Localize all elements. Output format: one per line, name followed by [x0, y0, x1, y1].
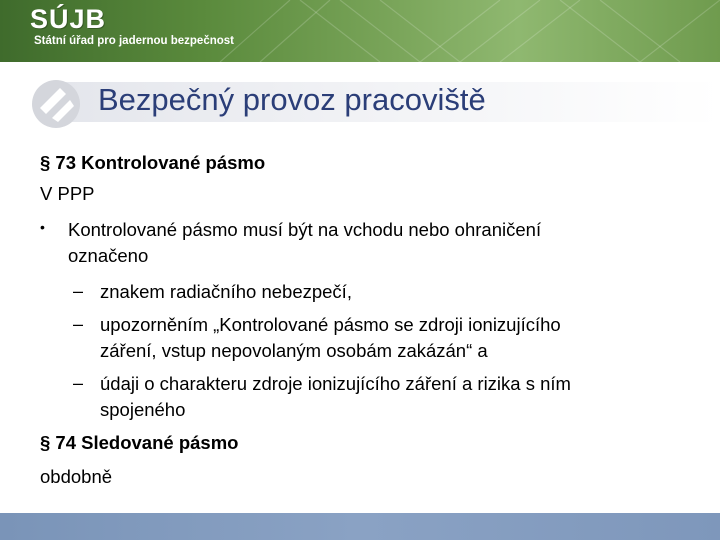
header-banner	[0, 0, 720, 62]
section-74-heading: § 74 Sledované pásmo	[40, 432, 239, 453]
dash-marker-1: –	[73, 281, 84, 301]
sub-item-2-line1: upozorněním „Kontrolované pásmo se zdroji ionizujícího	[100, 314, 561, 335]
footer-bar	[0, 513, 720, 540]
bullet-text-line2: označeno	[68, 245, 149, 266]
logo-text: SÚJB	[30, 4, 107, 34]
slide-title: Bezpečný provoz pracoviště	[98, 82, 486, 117]
sub-item-3-line2: spojeného	[100, 399, 186, 420]
dash-marker-2: –	[73, 314, 84, 334]
section-73-subheading: V PPP	[40, 183, 95, 204]
section-74-subheading: obdobně	[40, 466, 113, 487]
sub-item-1-line1: znakem radiačního nebezpečí,	[100, 281, 352, 302]
section-73-heading: § 73 Kontrolované pásmo	[40, 152, 266, 173]
header-pattern	[0, 0, 720, 62]
radiation-logo-icon	[30, 78, 82, 130]
sub-item-3-line1: údaji o charakteru zdroje ionizujícího záření a rizika s ním	[100, 373, 571, 394]
organization-name: Státní úřad pro jadernou bezpečnost	[34, 35, 234, 47]
bullet-text-line1: Kontrolované pásmo musí být na vchodu nebo ohraničení	[68, 219, 542, 240]
bullet-marker: •	[40, 219, 45, 235]
sub-item-2-line2: záření, vstup nepovolaným osobám zakázán“ a	[100, 340, 488, 361]
dash-marker-3: –	[73, 373, 84, 393]
